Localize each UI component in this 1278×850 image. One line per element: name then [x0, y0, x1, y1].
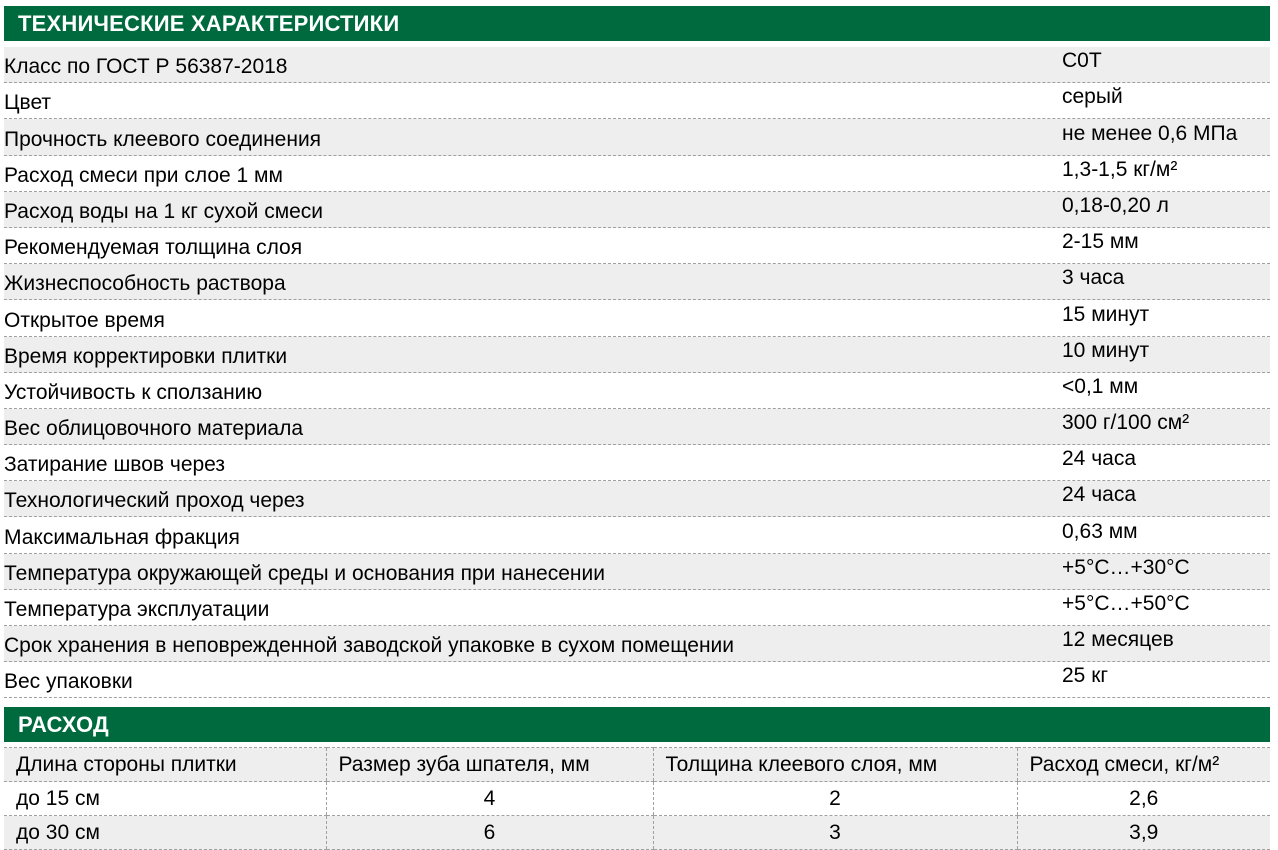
spec-name: Температура окружающей среды и основания при нанесении — [4, 561, 605, 585]
spec-name: Прочность клеевого соединения — [4, 127, 322, 151]
spec-name: Температура эксплуатации — [4, 598, 270, 621]
spec-name: Цвет — [4, 91, 52, 115]
spec-name: Расход воды на 1 кг сухой смеси — [4, 199, 324, 223]
usage-header-row — [4, 748, 1270, 782]
usage-table — [4, 747, 1270, 850]
spec-row — [4, 264, 1270, 300]
spec-row — [4, 228, 1270, 264]
spec-value: 24 часа — [1062, 483, 1136, 507]
spec-value: не менее 0,6 МПа — [1062, 121, 1238, 145]
spec-value: 1,3-1,5 кг/м² — [1062, 157, 1178, 181]
spec-value: +5°С…+30°С — [1062, 555, 1190, 579]
spec-row — [4, 481, 1270, 517]
specs-table — [4, 47, 1270, 698]
spec-name: Рекомендуемая толщина слоя — [4, 236, 303, 260]
spec-value: 12 месяцев — [1062, 628, 1174, 652]
spec-row — [4, 409, 1270, 445]
usage-row — [4, 782, 1270, 816]
spec-row — [4, 156, 1270, 192]
usage-cell: 3 — [653, 816, 1017, 850]
spec-value: 24 часа — [1062, 447, 1136, 471]
usage-cell: 3,9 — [1017, 816, 1270, 850]
spec-row — [4, 83, 1270, 119]
spec-row — [4, 192, 1270, 228]
spec-value: <0,1 мм — [1062, 374, 1139, 398]
spec-row — [4, 337, 1270, 373]
spec-row — [4, 554, 1270, 590]
spec-value: С0Т — [1062, 49, 1102, 73]
spec-value: 0,18-0,20 л — [1062, 193, 1169, 217]
spec-name: Технологический проход через — [4, 489, 305, 513]
usage-cell: до 15 см — [4, 782, 326, 816]
spec-row — [4, 373, 1270, 409]
usage-cell: до 30 см — [4, 816, 326, 850]
usage-header-cell: Расход смеси, кг/м² — [1017, 748, 1270, 782]
section-header-specs — [4, 6, 1270, 41]
spec-name: Вес облицовочного материала — [4, 417, 304, 441]
spec-name: Класс по ГОСТ Р 56387-2018 — [4, 55, 288, 79]
spec-row — [4, 445, 1270, 481]
usage-cell: 2,6 — [1017, 782, 1270, 816]
spec-name: Расход смеси при слое 1 мм — [4, 163, 283, 187]
spec-row — [4, 517, 1270, 553]
usage-header-cell: Размер зуба шпателя, мм — [326, 748, 653, 782]
spec-row — [4, 300, 1270, 336]
usage-cell: 4 — [326, 782, 653, 816]
spec-value: 300 г/100 см² — [1062, 411, 1190, 435]
usage-row — [4, 816, 1270, 850]
spec-value: 10 минут — [1062, 338, 1150, 362]
spec-value: 2-15 мм — [1062, 230, 1139, 254]
usage-header-cell: Длина стороны плитки — [4, 748, 326, 782]
spec-row — [4, 47, 1270, 83]
section-header-usage — [4, 707, 1270, 742]
section-title-usage: РАСХОД — [18, 711, 109, 737]
spec-value: 0,63 мм — [1062, 519, 1138, 543]
spec-name: Устойчивость к сползанию — [4, 380, 263, 404]
spec-value: +5°С…+50°С — [1062, 592, 1190, 615]
usage-header-cell: Толщина клеевого слоя, мм — [653, 748, 1017, 782]
spec-name: Затирание швов через — [4, 453, 226, 477]
spec-name: Время корректировки плитки — [4, 344, 288, 368]
spec-name: Вес упаковки — [4, 670, 133, 694]
usage-cell: 6 — [326, 816, 653, 850]
spec-name: Открытое время — [4, 308, 165, 332]
section-title-specs: ТЕХНИЧЕСКИЕ ХАРАКТЕРИСТИКИ — [18, 10, 400, 36]
spec-value: 15 минут — [1062, 302, 1150, 326]
spec-row — [4, 626, 1270, 662]
spec-value: серый — [1062, 85, 1123, 109]
spec-value: 25 кг — [1062, 664, 1109, 688]
spec-row — [4, 119, 1270, 155]
usage-cell: 2 — [653, 782, 1017, 816]
spec-value: 3 часа — [1062, 266, 1125, 290]
spec-name: Жизнеспособность раствора — [4, 272, 286, 296]
spec-row — [4, 662, 1270, 698]
spec-row — [4, 590, 1270, 626]
spec-name: Максимальная фракция — [4, 525, 240, 549]
spec-name: Срок хранения в неповрежденной заводской упаковке в сухом помещении — [4, 634, 734, 658]
